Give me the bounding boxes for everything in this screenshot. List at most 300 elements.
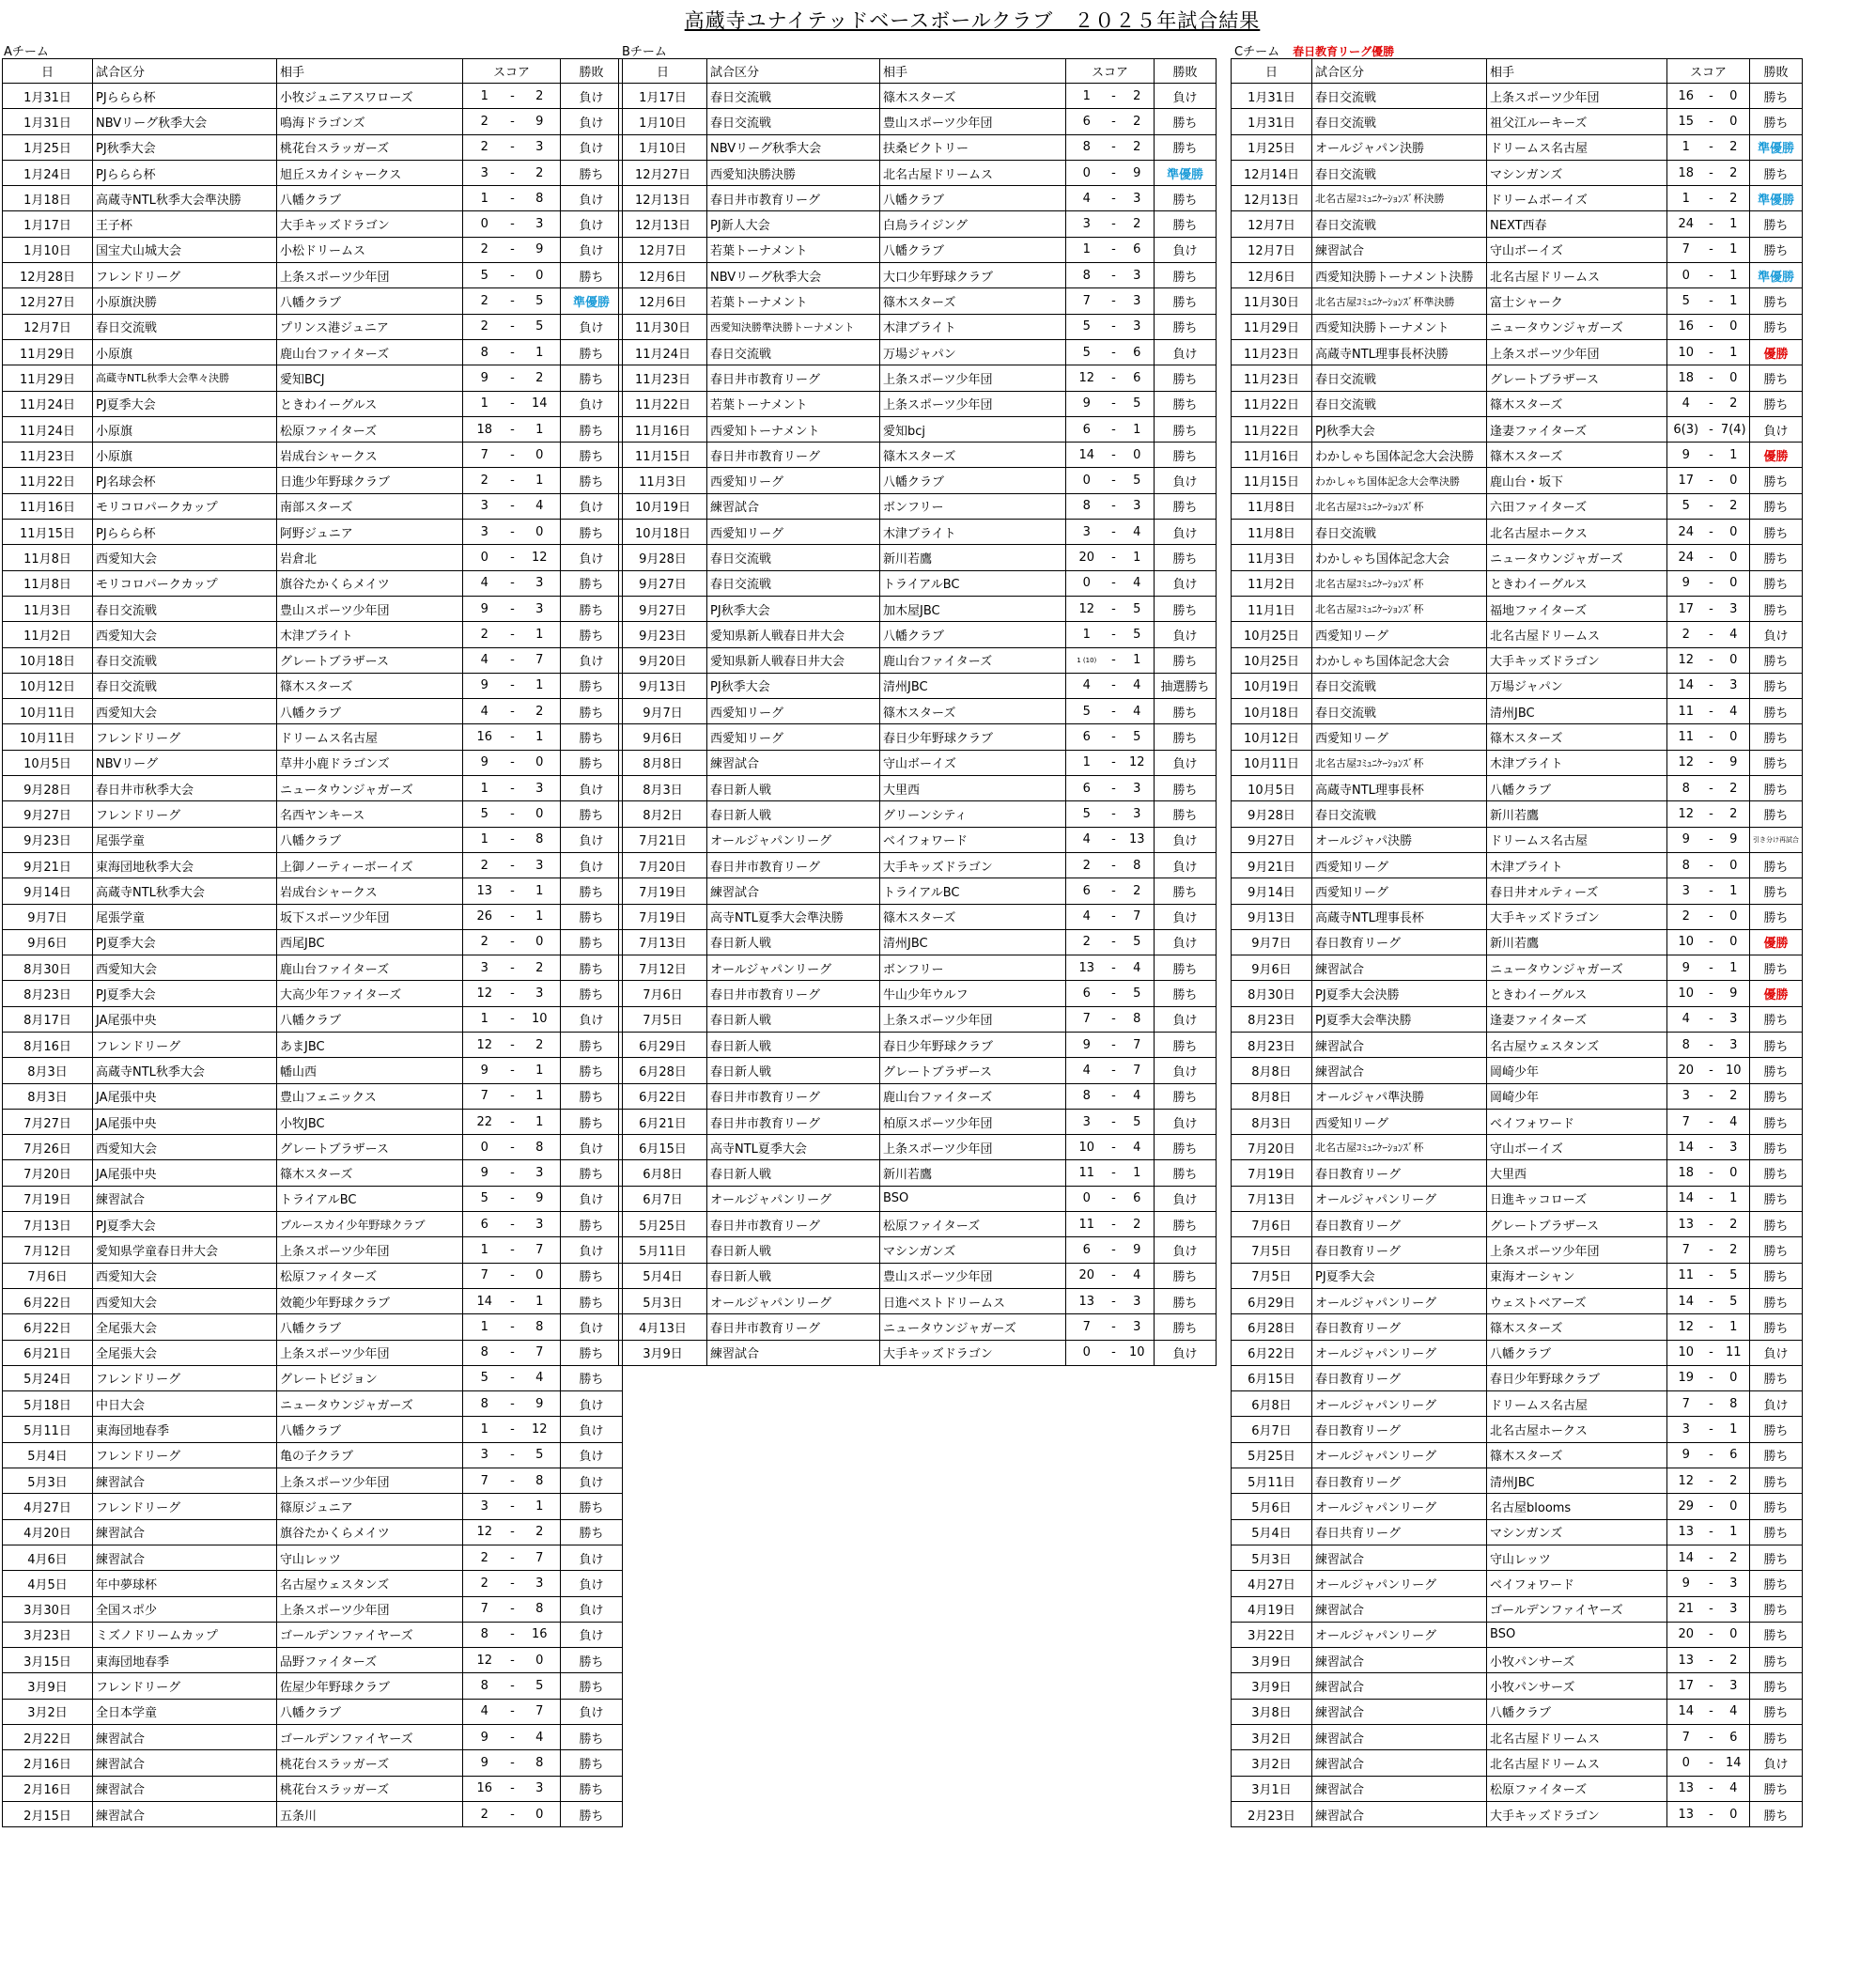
opponent-cell: 小牧JBC	[277, 1109, 463, 1134]
home-score-cell: 3	[463, 955, 506, 981]
type-cell: オールジャパ準決勝	[1312, 1083, 1487, 1109]
date-cell: 2月15日	[3, 1801, 93, 1826]
score-separator: -	[506, 929, 519, 955]
away-score-cell: 5	[1121, 596, 1155, 621]
opponent-cell: 篠木スターズ	[277, 673, 463, 698]
type-cell: オールジャパンリーグ	[1312, 1340, 1487, 1365]
opponent-cell: BSO	[1487, 1622, 1667, 1647]
table-row	[1232, 1596, 1803, 1622]
opponent-cell: 八幡クラブ	[880, 237, 1066, 262]
type-cell: オールジャパンリーグ	[1312, 1494, 1487, 1519]
date-cell: 12月7日	[619, 237, 707, 262]
table-row	[3, 443, 623, 468]
type-cell: フレンドリーグ	[93, 724, 277, 750]
score-separator: -	[1108, 1340, 1121, 1365]
away-score-cell: 5	[1718, 1288, 1750, 1313]
opponent-cell: 大手キッズドラゴン	[1487, 1801, 1667, 1826]
score-separator: -	[506, 1237, 519, 1263]
type-cell: 春日交流戦	[93, 647, 277, 673]
away-score-cell: 2	[1718, 134, 1750, 160]
type-cell: 春日交流戦	[93, 673, 277, 698]
home-score-cell: 6	[1066, 109, 1108, 134]
away-score-cell: 6	[1718, 1725, 1750, 1750]
type-cell: 練習試合	[1312, 1801, 1487, 1826]
table-row	[1232, 1725, 1803, 1750]
away-score-cell: 5	[519, 288, 561, 314]
score-separator: -	[506, 801, 519, 827]
home-score-cell: 9	[1667, 955, 1705, 981]
home-score-cell: 13	[463, 878, 506, 904]
score-separator: -	[506, 1776, 519, 1801]
team-b-results-table	[618, 58, 1217, 1366]
home-score-cell: 1	[463, 1006, 506, 1032]
away-score-cell: 4	[1121, 570, 1155, 596]
type-cell: 練習試合	[93, 1186, 277, 1211]
home-score-cell: 4	[1066, 673, 1108, 698]
opponent-cell: 大里西	[880, 776, 1066, 801]
home-score-cell: 7	[1667, 1237, 1705, 1263]
date-cell: 8月30日	[3, 955, 93, 981]
date-cell: 11月15日	[1232, 468, 1312, 493]
date-cell: 12月6日	[619, 263, 707, 288]
type-cell: 春日交流戦	[1312, 365, 1487, 391]
home-score-cell: 4	[463, 647, 506, 673]
home-score-cell: 14	[1066, 443, 1108, 468]
result-cell: 勝ち	[1155, 801, 1217, 827]
away-score-cell: 1	[519, 416, 561, 442]
table-row	[1232, 699, 1803, 724]
score-separator: -	[506, 1365, 519, 1390]
date-cell: 1月10日	[619, 134, 707, 160]
away-score-cell: 0	[1718, 904, 1750, 929]
result-cell: 勝ち	[1750, 1365, 1803, 1390]
score-separator: -	[1705, 1519, 1718, 1545]
type-cell: 練習試合	[1312, 1596, 1487, 1622]
table-row	[3, 929, 623, 955]
result-cell: 勝ち	[561, 1801, 623, 1826]
result-cell: 勝ち	[1750, 1725, 1803, 1750]
table-row	[619, 391, 1217, 416]
result-cell: 準優勝	[1750, 263, 1803, 288]
type-cell: 北名古屋ｺﾐｭﾆｹｰｼｮﾝｽﾞ杯	[1312, 596, 1487, 621]
type-cell: 北名古屋ｺﾐｭﾆｹｰｼｮﾝｽﾞ杯	[1312, 570, 1487, 596]
date-cell: 3月9日	[1232, 1673, 1312, 1699]
result-cell: 勝ち	[1750, 1494, 1803, 1519]
date-cell: 9月14日	[1232, 878, 1312, 904]
type-cell: フレンドリーグ	[93, 1032, 277, 1057]
date-cell: 7月19日	[619, 904, 707, 929]
away-score-cell: 2	[1121, 878, 1155, 904]
score-separator: -	[506, 1263, 519, 1288]
date-cell: 6月21日	[3, 1340, 93, 1365]
result-cell: 勝ち	[561, 1365, 623, 1390]
type-cell: 東海団地春季	[93, 1648, 277, 1673]
result-cell: 勝ち	[1155, 211, 1217, 237]
date-cell: 10月12日	[3, 673, 93, 698]
away-score-cell: 7	[519, 1237, 561, 1263]
table-row	[3, 1468, 623, 1494]
opponent-cell: トライアルBC	[880, 878, 1066, 904]
home-score-cell: 9	[1667, 1571, 1705, 1596]
table-row	[619, 1032, 1217, 1057]
date-cell: 11月16日	[619, 416, 707, 442]
score-separator: -	[506, 1519, 519, 1545]
home-score-cell: 2	[1667, 622, 1705, 647]
home-score-cell: 1	[463, 84, 506, 109]
home-score-cell: 2	[463, 134, 506, 160]
home-score-cell: 9	[463, 750, 506, 775]
result-cell: 負け	[561, 1468, 623, 1494]
date-cell: 1月31日	[3, 84, 93, 109]
away-score-cell: 6	[1121, 365, 1155, 391]
score-separator: -	[1705, 827, 1718, 852]
opponent-cell: 日進ベストドリームス	[880, 1288, 1066, 1313]
away-score-cell: 0	[1718, 647, 1750, 673]
date-cell: 5月25日	[1232, 1442, 1312, 1468]
type-cell: 練習試合	[93, 1468, 277, 1494]
away-score-cell: 3	[519, 776, 561, 801]
away-score-cell: 0	[1718, 468, 1750, 493]
type-cell: オールジャパン決勝	[1312, 134, 1487, 160]
table-row	[3, 1648, 623, 1673]
score-separator: -	[1705, 955, 1718, 981]
opponent-cell: 木津ブライト	[277, 622, 463, 647]
table-row	[619, 545, 1217, 570]
score-separator: -	[1705, 84, 1718, 109]
opponent-cell: 亀の子クラブ	[277, 1442, 463, 1468]
header-row	[3, 59, 623, 84]
type-cell: 春日教育リーグ	[1312, 1417, 1487, 1442]
home-score-cell: 10	[1667, 929, 1705, 955]
score-separator: -	[506, 1571, 519, 1596]
opponent-cell: 上条スポーツ少年団	[880, 1135, 1066, 1160]
opponent-cell: 西尾JBC	[277, 929, 463, 955]
type-cell: 北名古屋ｺﾐｭﾆｹｰｼｮﾝｽﾞ杯決勝	[1312, 186, 1487, 211]
table-row	[1232, 391, 1803, 416]
date-cell: 6月29日	[619, 1032, 707, 1057]
date-cell: 10月19日	[1232, 673, 1312, 698]
opponent-cell: 坂下スポーツ少年団	[277, 904, 463, 929]
date-cell: 7月20日	[1232, 1135, 1312, 1160]
result-cell: 負け	[1155, 1237, 1217, 1263]
team-c-label	[1234, 41, 1394, 59]
opponent-cell: 大手キッズドラゴン	[880, 852, 1066, 878]
score-separator: -	[506, 1442, 519, 1468]
opponent-cell: 松原ファイターズ	[277, 1263, 463, 1288]
score-separator: -	[506, 955, 519, 981]
home-score-cell: 2	[463, 1571, 506, 1596]
table-row	[619, 1135, 1217, 1160]
away-score-cell: 4	[1121, 955, 1155, 981]
away-score-cell: 9	[519, 1186, 561, 1211]
type-cell: 西愛知リーグ	[707, 520, 880, 545]
opponent-cell: 大口少年野球クラブ	[880, 263, 1066, 288]
away-score-cell: 3	[519, 852, 561, 878]
opponent-cell: プリンス港ジュニア	[277, 314, 463, 339]
table-row	[619, 1288, 1217, 1313]
score-separator: -	[1705, 673, 1718, 698]
away-score-cell: 1	[1718, 443, 1750, 468]
away-score-cell: 0	[519, 1263, 561, 1288]
table-row	[1232, 443, 1803, 468]
home-score-cell: 14	[1667, 1186, 1705, 1211]
result-cell: 勝ち	[561, 1340, 623, 1365]
opponent-cell: 名古屋ウェスタンズ	[1487, 1032, 1667, 1057]
score-separator: -	[1108, 647, 1121, 673]
home-score-cell: 5	[463, 1186, 506, 1211]
score-separator: -	[1705, 520, 1718, 545]
home-score-cell: 20	[1667, 1058, 1705, 1083]
type-cell: ミズノドリームカップ	[93, 1622, 277, 1647]
home-score-cell: 13	[1066, 1288, 1108, 1313]
away-score-cell: 3	[1121, 776, 1155, 801]
opponent-cell: 岩成台シャークス	[277, 878, 463, 904]
away-score-cell: 3	[1718, 673, 1750, 698]
home-score-cell: 8	[1066, 1083, 1108, 1109]
result-cell: 勝ち	[561, 1058, 623, 1083]
opponent-cell: ボンフリー	[880, 955, 1066, 981]
table-row	[619, 160, 1217, 185]
away-score-cell: 3	[1121, 1288, 1155, 1313]
result-cell: 負け	[561, 84, 623, 109]
type-cell: オールジャパンリーグ	[707, 955, 880, 981]
score-separator: -	[506, 673, 519, 698]
opponent-cell: 八幡クラブ	[1487, 1340, 1667, 1365]
date-cell: 9月14日	[3, 878, 93, 904]
opponent-cell: 春日少年野球クラブ	[880, 1032, 1066, 1057]
score-separator: -	[506, 878, 519, 904]
score-separator: -	[1705, 1160, 1718, 1186]
table-row	[619, 1160, 1217, 1186]
away-score-cell: 7	[1121, 1058, 1155, 1083]
table-row	[619, 520, 1217, 545]
home-score-cell: 3	[1667, 1083, 1705, 1109]
opponent-cell: 扶桑ビクトリー	[880, 134, 1066, 160]
opponent-cell: 旗谷たかくらメイツ	[277, 1519, 463, 1545]
home-score-cell: 9	[1667, 443, 1705, 468]
date-cell: 10月11日	[3, 699, 93, 724]
table-row	[619, 263, 1217, 288]
team-a-label	[4, 41, 49, 59]
away-score-cell: 5	[1121, 468, 1155, 493]
type-cell: 愛知県学童春日井大会	[93, 1237, 277, 1263]
away-score-cell: 3	[1121, 288, 1155, 314]
date-cell: 8月23日	[1232, 1006, 1312, 1032]
score-separator: -	[1705, 776, 1718, 801]
table-row	[3, 1596, 623, 1622]
away-score-cell: 0	[519, 1801, 561, 1826]
opponent-cell: 豊山スポーツ少年団	[880, 109, 1066, 134]
away-score-cell: 3	[519, 1212, 561, 1237]
date-cell: 6月22日	[619, 1083, 707, 1109]
away-score-cell: 2	[1718, 801, 1750, 827]
away-score-cell: 1	[1121, 416, 1155, 442]
page-title: 高蔵寺ユナイテッドベースボールクラブ ２０２５年試合結果	[684, 9, 1261, 32]
table-row	[1232, 365, 1803, 391]
score-separator: -	[1705, 493, 1718, 519]
table-row	[619, 852, 1217, 878]
type-cell: わかしゃち国体記念大会	[1312, 545, 1487, 570]
type-cell: 春日交流戦	[1312, 520, 1487, 545]
type-cell: 王子杯	[93, 211, 277, 237]
opponent-cell: 桃花台スラッガーズ	[277, 134, 463, 160]
result-cell: 負け	[1155, 1006, 1217, 1032]
opponent-cell: 木津ブライト	[880, 520, 1066, 545]
result-cell: 勝ち	[1750, 596, 1803, 621]
score-separator: -	[1108, 750, 1121, 775]
table-row	[3, 365, 623, 391]
type-cell: 西愛知リーグ	[1312, 1109, 1487, 1134]
opponent-cell: 鳴海ドラゴンズ	[277, 109, 463, 134]
score-separator: -	[506, 1596, 519, 1622]
away-score-cell: 0	[1718, 365, 1750, 391]
date-cell: 3月9日	[619, 1340, 707, 1365]
away-score-cell: 1	[1718, 1417, 1750, 1442]
score-separator: -	[1108, 1212, 1121, 1237]
date-cell: 12月6日	[1232, 263, 1312, 288]
away-score-cell: 7	[1121, 1032, 1155, 1057]
column-header-type: 試合区分	[93, 59, 277, 84]
date-cell: 1月10日	[3, 237, 93, 262]
type-cell: 春日交流戦	[1312, 84, 1487, 109]
table-row	[619, 929, 1217, 955]
type-cell: 練習試合	[1312, 1699, 1487, 1724]
date-cell: 6月7日	[619, 1186, 707, 1211]
score-separator: -	[1108, 339, 1121, 365]
home-score-cell: 3	[1667, 1417, 1705, 1442]
type-cell: 練習試合	[1312, 1750, 1487, 1776]
table-row	[3, 493, 623, 519]
result-cell: 勝ち	[1155, 776, 1217, 801]
score-separator: -	[506, 1314, 519, 1340]
date-cell: 12月27日	[3, 288, 93, 314]
opponent-cell: ニュータウンジャガーズ	[1487, 314, 1667, 339]
away-score-cell: 8	[1121, 852, 1155, 878]
home-score-cell: 11	[1066, 1212, 1108, 1237]
away-score-cell: 0	[519, 520, 561, 545]
away-score-cell: 10	[1121, 1340, 1155, 1365]
result-cell: 勝ち	[1155, 186, 1217, 211]
home-score-cell: 2	[1066, 852, 1108, 878]
opponent-cell: 小牧ジュニアスワローズ	[277, 84, 463, 109]
date-cell: 8月8日	[1232, 1058, 1312, 1083]
date-cell: 5月18日	[3, 1391, 93, 1417]
score-separator: -	[1705, 929, 1718, 955]
away-score-cell: 8	[1718, 1391, 1750, 1417]
date-cell: 11月22日	[3, 468, 93, 493]
date-cell: 5月4日	[619, 1263, 707, 1288]
type-cell: PJ夏季大会	[93, 981, 277, 1006]
away-score-cell: 1	[519, 904, 561, 929]
opponent-cell: グレートビジョン	[277, 1365, 463, 1390]
table-row	[619, 468, 1217, 493]
type-cell: 北名古屋ｺﾐｭﾆｹｰｼｮﾝｽﾞ杯	[1312, 1135, 1487, 1160]
result-cell: 勝ち	[1155, 365, 1217, 391]
score-separator: -	[506, 84, 519, 109]
date-cell: 11月23日	[619, 365, 707, 391]
table-row	[3, 1391, 623, 1417]
table-row	[619, 647, 1217, 673]
home-score-cell: 2	[463, 929, 506, 955]
home-score-cell: 1	[1667, 134, 1705, 160]
table-row	[1232, 1314, 1803, 1340]
type-cell: 練習試合	[1312, 1673, 1487, 1699]
score-separator: -	[506, 1032, 519, 1057]
away-score-cell: 10	[1718, 1058, 1750, 1083]
opponent-cell: 八幡クラブ	[880, 186, 1066, 211]
home-score-cell: 12	[463, 1032, 506, 1057]
table-row	[619, 827, 1217, 852]
away-score-cell: 2	[519, 365, 561, 391]
result-cell: 勝ち	[1155, 288, 1217, 314]
opponent-cell: グレートブラザース	[277, 647, 463, 673]
home-score-cell: 1	[463, 827, 506, 852]
opponent-cell: 逢妻ファイターズ	[1487, 1006, 1667, 1032]
away-score-cell: 9	[519, 237, 561, 262]
opponent-cell: 上条スポーツ少年団	[277, 263, 463, 288]
score-separator: -	[1108, 827, 1121, 852]
result-cell: 勝ち	[561, 365, 623, 391]
result-cell: 負け	[1155, 570, 1217, 596]
table-row	[1232, 1186, 1803, 1211]
type-cell: 春日教育リーグ	[1312, 1365, 1487, 1390]
score-separator: -	[1705, 1340, 1718, 1365]
table-row	[619, 570, 1217, 596]
date-cell: 4月20日	[3, 1519, 93, 1545]
result-cell: 負け	[1155, 904, 1217, 929]
result-cell: 負け	[1750, 1391, 1803, 1417]
date-cell: 11月2日	[1232, 570, 1312, 596]
opponent-cell: 逢妻ファイターズ	[1487, 416, 1667, 442]
date-cell: 3月22日	[1232, 1622, 1312, 1647]
table-row	[619, 211, 1217, 237]
result-cell: 勝ち	[1155, 1032, 1217, 1057]
result-cell: 勝ち	[1750, 545, 1803, 570]
score-separator: -	[1705, 981, 1718, 1006]
type-cell: 練習試合	[707, 878, 880, 904]
table-row	[1232, 1622, 1803, 1647]
score-separator: -	[1705, 1750, 1718, 1776]
score-separator: -	[1108, 134, 1121, 160]
opponent-cell: 鹿山台ファイターズ	[880, 647, 1066, 673]
date-cell: 10月19日	[619, 493, 707, 519]
result-cell: 勝ち	[1750, 673, 1803, 698]
result-cell: 勝ち	[1750, 776, 1803, 801]
away-score-cell: 4	[1121, 1083, 1155, 1109]
score-separator: -	[1705, 1032, 1718, 1057]
date-cell: 5月11日	[3, 1417, 93, 1442]
date-cell: 7月19日	[1232, 1160, 1312, 1186]
away-score-cell: 4	[1718, 1109, 1750, 1134]
away-score-cell: 2	[1718, 1468, 1750, 1494]
type-cell: 春日井市教育リーグ	[707, 1314, 880, 1340]
type-cell: 春日交流戦	[1312, 109, 1487, 134]
result-cell: 負け	[561, 827, 623, 852]
result-cell: 勝ち	[561, 622, 623, 647]
opponent-cell: 北名古屋ドリームス	[880, 160, 1066, 185]
date-cell: 3月1日	[1232, 1776, 1312, 1801]
score-separator: -	[1108, 288, 1121, 314]
score-separator: -	[506, 622, 519, 647]
date-cell: 11月2日	[3, 622, 93, 647]
home-score-cell: 8	[1667, 1032, 1705, 1057]
score-separator: -	[1108, 84, 1121, 109]
date-cell: 5月6日	[1232, 1494, 1312, 1519]
score-separator: -	[1108, 1109, 1121, 1134]
result-cell: 勝ち	[1750, 1263, 1803, 1288]
away-score-cell: 4	[1718, 1776, 1750, 1801]
opponent-cell: 守山ボーイズ	[1487, 237, 1667, 262]
